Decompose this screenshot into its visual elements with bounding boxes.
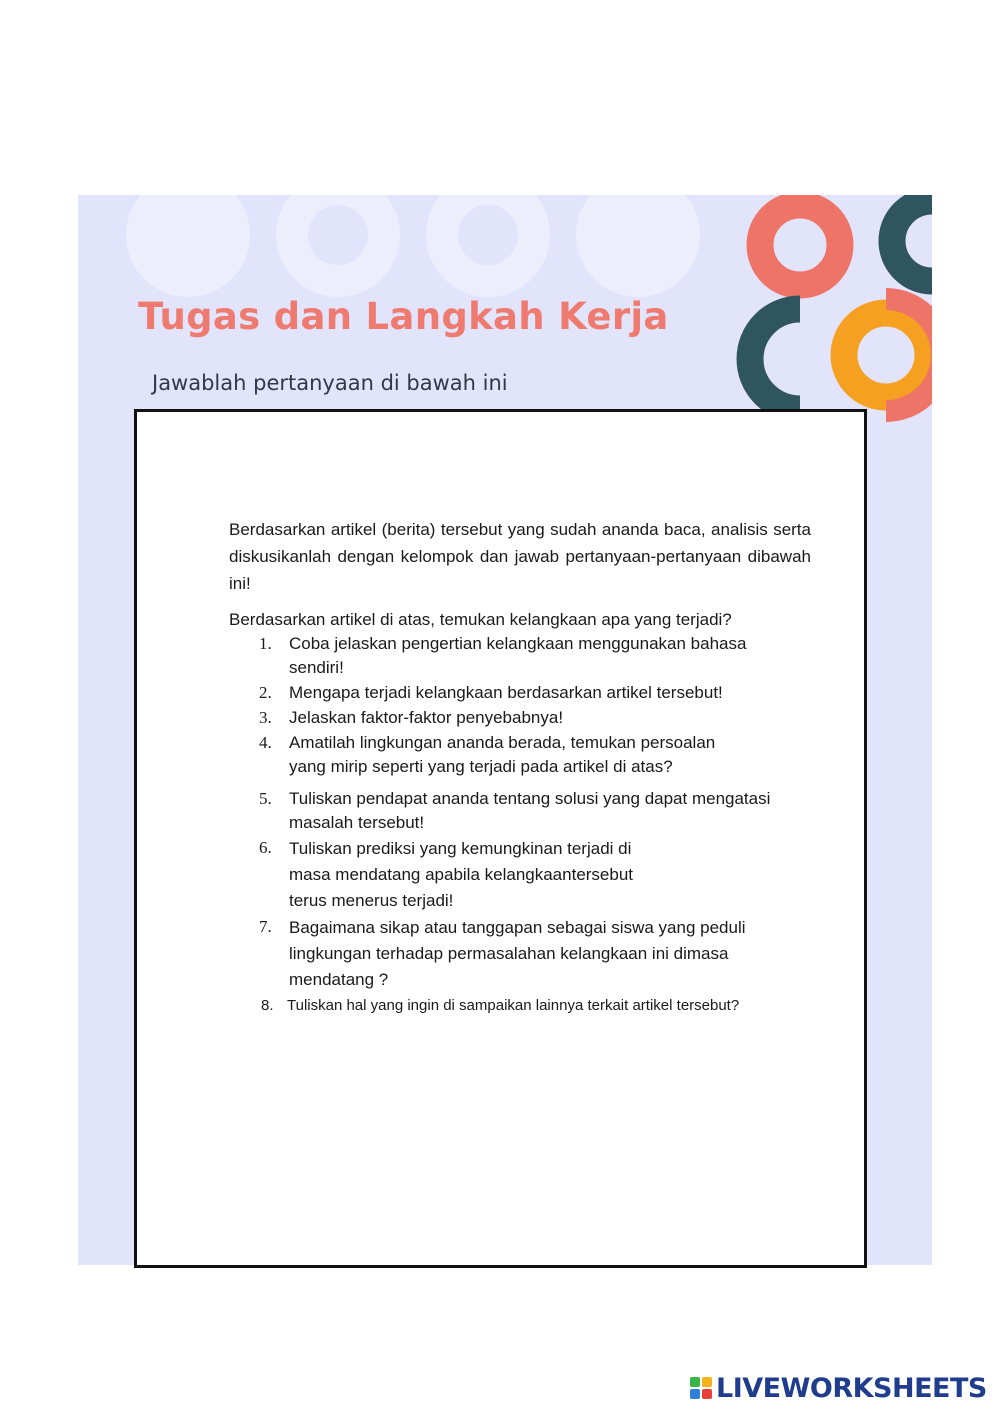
list-item [229,681,811,705]
list-item [229,731,811,779]
question-text: Coba jelaskan pengertian kelangkaan menggunakan bahasa sendiri! [289,634,747,677]
question-text: Tuliskan hal yang ingin di sampaikan lainnya terkait artikel tersebut? [287,997,740,1014]
worksheet-content [229,516,811,1019]
question-number: 7. [259,917,272,936]
question-number: 2. [259,683,272,702]
question-text: Tuliskan pendapat ananda tentang solusi yang dapat mengatasi masalah tersebut! [289,789,771,832]
slate-ring-bottom [750,309,800,409]
coral-ring-top [760,205,840,285]
intro-paragraph: Berdasarkan artikel (berita) tersebut yang sudah ananda baca, analisis serta diskusikanlah dengan kelompok dan jawab pertanyaan-pertanyaan dibawah ini! [229,520,811,593]
brand-name: LIVEWORKSHEETS [716,1372,987,1404]
orange-ring-bottom [844,313,928,397]
list-item [229,994,811,1018]
question-number: 4. [259,733,272,752]
question-text: Tuliskan prediksi yang kemungkinan terjadi di masa mendatang apabila kelangkaantersebut terus menerus terjadi! [289,839,634,910]
liveworksheets-brand [690,1370,987,1406]
question-text: Bagaimana sikap atau tanggapan sebagai siswa yang peduli lingkungan terhadap permasalahan kelangkaan ini dimasa mendatang ? [289,918,746,989]
question-number: 8. [261,997,274,1014]
lead-question: Berdasarkan artikel di atas, temukan kelangkaan apa yang terjadi? [229,610,732,629]
list-item [229,706,811,730]
question-text: Mengapa terjadi kelangkaan berdasarkan artikel tersebut! [289,683,723,702]
list-item [229,632,811,680]
slate-ring-top [892,201,932,281]
worksheet-card [134,409,867,1268]
question-number: 6. [259,838,272,857]
question-number: 5. [259,789,272,808]
question-number: 1. [259,634,272,653]
question-number: 3. [259,708,272,727]
page-title: Tugas dan Langkah Kerja [138,295,669,338]
liveworksheets-logo-icon [690,1377,712,1399]
list-item [229,787,811,835]
list-item [229,915,811,993]
page-subtitle: Jawablah pertanyaan di bawah ini [152,371,508,395]
list-item [229,836,811,914]
question-text: Amatilah lingkungan ananda berada, temukan persoalan yang mirip seperti yang terjadi pada artikel di atas? [289,733,716,776]
question-text: Jelaskan faktor-faktor penyebabnya! [289,708,564,727]
question-list [229,632,811,1018]
